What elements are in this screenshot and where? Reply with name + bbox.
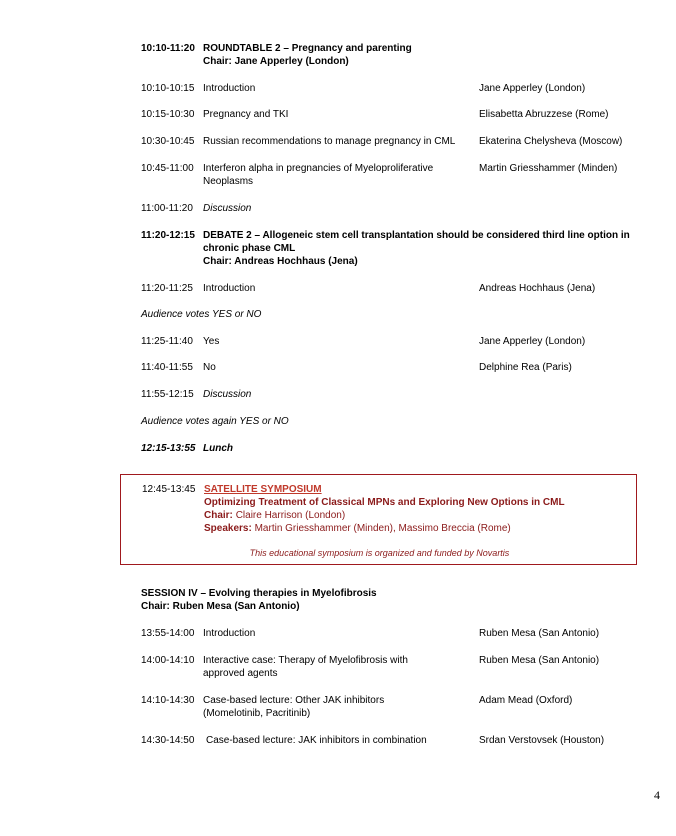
roundtable-chair: Chair: Jane Apperley (London)	[203, 56, 349, 67]
debate-time: 11:20-12:15	[141, 230, 195, 241]
lunch-label: Lunch	[203, 443, 233, 454]
agenda-time: 11:20-11:25	[141, 283, 193, 294]
session-title: SESSION IV – Evolving therapies in Myelofibrosis	[141, 588, 377, 599]
agenda-title: No	[203, 362, 216, 373]
agenda-title: Discussion	[203, 389, 252, 400]
agenda-title: Interactive case: Therapy of Myelofibrosis with approved agents	[203, 655, 408, 679]
agenda-speaker: Ekaterina Chelysheva (Moscow)	[479, 136, 623, 147]
vote-note-text: Audience votes YES or NO	[141, 309, 262, 320]
agenda-title: Case-based lecture: Other JAK inhibitors (Momelotinib, Pacritinib)	[203, 695, 385, 719]
agenda-time: 11:00-11:20	[141, 203, 193, 214]
agenda-title: Case-based lecture: JAK inhibitors in combination	[206, 735, 427, 746]
agenda-speaker: Martin Griesshammer (Minden)	[479, 163, 618, 174]
agenda-title: Introduction	[203, 628, 256, 639]
satellite-time: 12:45-13:45	[142, 484, 196, 495]
roundtable-time: 10:10-11:20	[141, 43, 195, 54]
debate-chair: Chair: Andreas Hochhaus (Jena)	[203, 256, 358, 267]
agenda-speaker: Ruben Mesa (San Antonio)	[479, 655, 600, 666]
agenda-title: Introduction	[203, 283, 256, 294]
vote-note-text: Audience votes again YES or NO	[141, 416, 289, 427]
agenda-time: 14:00-14:10	[141, 655, 195, 666]
roundtable-title: ROUNDTABLE 2 – Pregnancy and parenting	[203, 43, 412, 54]
satellite-note: This educational symposium is organized and funded by Novartis	[249, 548, 510, 558]
agenda-time: 14:10-14:30	[141, 695, 195, 706]
agenda-time: 11:25-11:40	[141, 336, 193, 347]
satellite-heading: SATELLITE SYMPOSIUM	[204, 484, 322, 495]
agenda-title: Yes	[203, 336, 220, 347]
satellite-chair	[204, 509, 634, 522]
agenda-time: 10:15-10:30	[141, 109, 195, 120]
agenda-speaker: Delphine Rea (Paris)	[479, 362, 572, 373]
lunch-time: 12:15-13:55	[141, 443, 196, 454]
debate-title: DEBATE 2 – Allogeneic stem cell transplantation should be considered third line option in chronic phase CML	[203, 230, 630, 254]
agenda-time: 10:45-11:00	[141, 163, 194, 174]
page-number: 4	[654, 788, 660, 802]
agenda-title: Interferon alpha in pregnancies of Myeloproliferative Neoplasms	[203, 163, 434, 187]
agenda-speaker: Jane Apperley (London)	[479, 336, 586, 347]
agenda-title: Discussion	[203, 203, 252, 214]
agenda-speaker: Andreas Hochhaus (Jena)	[479, 283, 596, 294]
agenda-title: Russian recommendations to manage pregnancy in CML	[203, 136, 456, 147]
agenda-time: 10:30-10:45	[141, 136, 195, 147]
agenda-speaker: Elisabetta Abruzzese (Rome)	[479, 109, 609, 120]
agenda-time: 10:10-10:15	[141, 83, 195, 94]
agenda-title: Introduction	[203, 83, 256, 94]
agenda-speaker: Ruben Mesa (San Antonio)	[479, 628, 600, 639]
agenda-speaker: Jane Apperley (London)	[479, 83, 586, 94]
agenda-time: 14:30-14:50	[141, 735, 195, 746]
satellite-chair-label: Chair:	[204, 510, 233, 521]
satellite-symposium-box	[120, 474, 637, 565]
satellite-chair-name: Claire Harrison (London)	[235, 510, 346, 521]
agenda-speaker: Srdan Verstovsek (Houston)	[479, 735, 605, 746]
session-chair: Chair: Ruben Mesa (San Antonio)	[141, 601, 300, 612]
satellite-speakers-label: Speakers:	[204, 523, 252, 534]
agenda-time: 13:55-14:00	[141, 628, 195, 639]
satellite-speakers-names: Martin Griesshammer (Minden), Massimo Breccia (Rome)	[254, 523, 511, 534]
satellite-speakers	[204, 522, 634, 535]
agenda-title: Pregnancy and TKI	[203, 109, 289, 120]
agenda-time: 11:40-11:55	[141, 362, 193, 373]
satellite-title: Optimizing Treatment of Classical MPNs and Exploring New Options in CML	[204, 497, 565, 508]
agenda-speaker: Adam Mead (Oxford)	[479, 695, 573, 706]
agenda-time: 11:55-12:15	[141, 389, 194, 400]
